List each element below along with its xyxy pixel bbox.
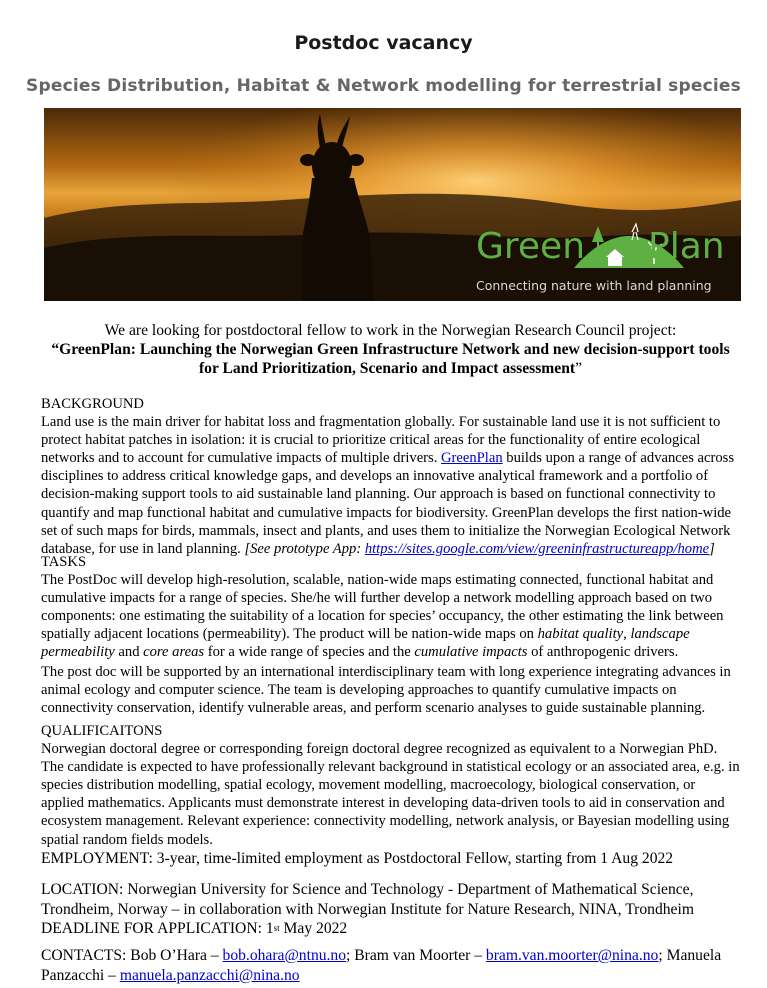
intro-line: We are looking for postdoctoral fellow to work in the Norwegian Research Council project:	[104, 322, 677, 339]
location-line: LOCATION: Norwegian University for Science and Technology - Department of Mathematical Science, Trondheim, Norway – in collaboration with Norwegian Institute for Nature Research, NINA, Trondheim	[41, 881, 694, 918]
background-text	[41, 413, 741, 558]
project-title	[40, 340, 741, 378]
page-title: Postdoc vacancy	[294, 32, 473, 54]
background-section	[41, 395, 741, 558]
deadline-line	[41, 919, 741, 939]
tasks-text-b: for a wide range of species and the	[204, 644, 415, 661]
prototype-close: ]	[709, 540, 715, 557]
logo-tagline: Connecting nature with land planning	[476, 278, 712, 293]
email-link-manuela-panzacchi[interactable]: manuela.panzacchi@nina.no	[119, 967, 300, 984]
tasks-em-core-areas: core areas	[143, 644, 205, 661]
tasks-text-a: The PostDoc will develop high-resolution, scalable, nation-wide maps estimating connected, functional habitat and cumulative impacts for a range of species. She/he will further develop a network modelling approach based on two components: one estimating the suitability of a location for species’ occupancy, the other estimating the link between spatially adjacent locations (permeability). The product will be nation-wide maps on	[41, 572, 724, 643]
qualifications-heading: QUALIFICAITONS	[41, 723, 163, 739]
banner-image	[44, 108, 741, 301]
tasks-section	[41, 553, 741, 662]
project-title-text: “GreenPlan: Launching the Norwegian Green Infrastructure Network and new decision-support tools for Land Prioritization, Scenario and Impact assessment	[51, 341, 730, 377]
deadline-rest: May 2022	[279, 920, 348, 937]
deadline-label: DEADLINE FOR APPLICATION: 1	[41, 920, 274, 937]
tasks-heading: TASKS	[41, 554, 87, 570]
logo-word-plan: Plan	[648, 226, 725, 267]
intro-block	[40, 321, 741, 378]
email-link-bram-van-moorter[interactable]: bram.van.moorter@nina.no	[485, 947, 659, 964]
background-text-a: Land use is the main driver for habitat loss and fragmentation globally. For sustainable land use it is not sufficient to protect habitat patches in isolation: it is crucial to prioritize critical areas for the functionality of entire ecological networks and to account for cumulative impacts of multiple drivers.	[41, 414, 721, 467]
greenplan-link[interactable]: GreenPlan	[441, 450, 503, 467]
prototype-label: [See prototype App:	[244, 540, 365, 557]
contacts-line	[41, 946, 741, 986]
contacts-label: CONTACTS: Bob O’Hara –	[41, 947, 223, 964]
deadline-sup: st	[273, 923, 280, 933]
project-title-close-quote: ”	[575, 360, 583, 377]
tasks-em-landscape-permeability: landscape permeability	[41, 626, 690, 661]
tasks-sep-1: ,	[623, 626, 631, 643]
prototype-app-link[interactable]: https://sites.google.com/view/greeninfrastructureapp/home	[364, 540, 710, 557]
page-subtitle: Species Distribution, Habitat & Network modelling for terrestrial species	[26, 76, 741, 96]
qualifications-text: Norwegian doctoral degree or corresponding foreign doctoral degree recognized as equivalent to a Norwegian PhD. The candidate is expected to have professionally relevant background in statistical ecology or an associated area, e.g. in species distribution modelling, spatial ecology, movement modelling, macroecology, biological conservation, or applied mathematics. Applicants must demonstrate interest in developing data-driven tools to aid in conservation and ecosystem management. Relevant experience: connectivity modelling, network analysis, or Bayesian modelling using spatial random fields models.	[41, 741, 740, 848]
tasks-text-c: of anthropogenic drivers.	[527, 644, 679, 661]
tasks-em-habitat-quality: habitat quality	[537, 626, 624, 643]
background-text-b: builds upon a range of advances across disciplines to address critical knowledge gaps, and develops an innovative analytical framework and a portfolio of decision-making support tools to aid sustainable land planning. Our approach is based on functional connectivity to quantify and map functional habitat and cumulative impacts for biodiversity. GreenPlan develops the first nation-wide set of such maps for birds, mammals, insect and plants, and uses them to initialize the Norwegian Ecological Network database, for use in land planning.	[41, 450, 735, 557]
tasks-sep-2: and	[114, 644, 144, 661]
qualifications-section	[41, 722, 741, 849]
greenplan-logo	[474, 222, 726, 298]
contacts-sep-1: ; Bram van Moorter –	[346, 947, 486, 964]
tasks-em-cumulative-impacts: cumulative impacts	[414, 644, 528, 661]
contacts-sep-2: ; Manuela Panzacchi –	[41, 947, 722, 984]
logo-word-green: Green	[476, 226, 586, 267]
tasks-text	[41, 571, 741, 661]
support-paragraph	[41, 663, 741, 717]
support-text: The post doc will be supported by an international interdisciplinary team with long experience integrating advances in animal ecology and computer science. The team is developing approaches to quantify cumulative impacts on connectivity conservation, identify vulnerable areas, and perform scenario analyses to guide sustainable planning.	[41, 664, 731, 717]
email-link-bob-ohara[interactable]: bob.ohara@ntnu.no	[222, 947, 347, 964]
employment-line: EMPLOYMENT: 3-year, time-limited employment as Postdoctoral Fellow, starting from 1 Aug 2022	[41, 850, 674, 867]
background-heading: BACKGROUND	[41, 396, 144, 412]
